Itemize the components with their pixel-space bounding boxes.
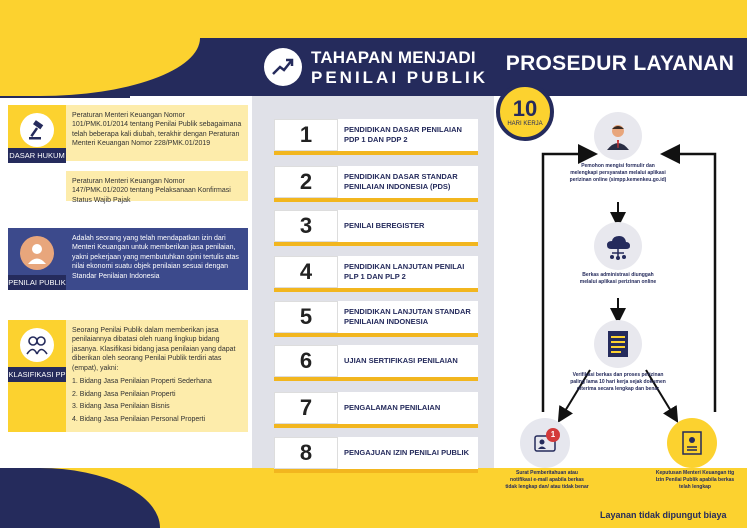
step-7: [274, 389, 478, 427]
procedure-step3-text: Verifikasi berkas dan proses perizinan paling lama 10 hari kerja sejak dokumen diterima secara lengkap dan benar: [570, 372, 666, 392]
step-1: [274, 116, 478, 154]
step-underline: [274, 242, 478, 246]
klasifikasi-label: KLASIFIKASI PP: [8, 367, 66, 382]
dasar-hukum-icon-box: [8, 105, 66, 163]
penilai-publik-label: PENILAI PUBLIK: [8, 275, 66, 290]
step-number: 3: [274, 210, 338, 242]
step-underline: [274, 333, 478, 337]
header-curve: [0, 38, 130, 98]
klasifikasi-icon-box: [8, 320, 66, 432]
klasifikasi-text-box: [66, 320, 248, 432]
step-label: PENDIDIKAN DASAR STANDAR PENILAIAN INDONESIA (PDS): [338, 166, 478, 198]
gavel-icon: [20, 113, 54, 147]
notification-user-icon: [520, 418, 570, 468]
step-underline: [274, 377, 478, 381]
checklist-icon: [594, 320, 642, 368]
dasar-hukum-text2: Peraturan Menteri Keuangan Nomor 147/PMK.01/2020 tentang Pelaksanaan Konfirmasi Status Wajib Pajak: [66, 171, 248, 201]
step-label: PENGAJUAN IZIN PENILAI PUBLIK: [338, 437, 478, 469]
step-number: 5: [274, 301, 338, 333]
step-label: PENDIDIKAN DASAR PENILAIAN PDP 1 DAN PDP 2: [338, 119, 478, 151]
dasar-hukum-section: [8, 105, 248, 204]
klasifikasi-section: [8, 320, 248, 432]
procedure-step2-text: Berkas administrasi diunggah melalui aplikasi perizinan online: [579, 272, 657, 285]
certificate-icon: [667, 418, 717, 468]
notification-badge: 1: [546, 428, 560, 442]
penilai-publik-section: [8, 228, 248, 290]
step-number: 6: [274, 345, 338, 377]
page-title: [311, 49, 488, 86]
top-band: [0, 0, 747, 38]
procedure-title: PROSEDUR LAYANAN: [505, 52, 735, 75]
penilai-publik-text: Adalah seorang yang telah mendapatkan izin dari Menteri Keuangan untuk memberikan jasa penilaian, yakni pekerjaan yang membutuhkan opini tertulis atas nilai ekonomi suatu objek penilaian sesuai dengan Standar Penilaian Indonesia: [66, 228, 248, 290]
step-8: [274, 434, 478, 472]
step-4: [274, 253, 478, 291]
step-underline: [274, 198, 478, 202]
step-label: PENDIDIKAN LANJUTAN STANDAR PENILAIAN INDONESIA: [338, 301, 478, 333]
step-number: 7: [274, 392, 338, 424]
list-item: 2. Bidang Jasa Penilaian Properti: [72, 390, 176, 398]
badge-unit: HARI KERJA: [507, 120, 543, 127]
applicant-icon: [594, 112, 642, 160]
procedure-step1-text: Pemohon mengisi formulir dan melengkapi persyaratan melalui aplikasi perizinan online (simpp.kemenkeu.go.id): [569, 163, 667, 183]
step-number: 8: [274, 437, 338, 469]
step-3: [274, 207, 478, 245]
klasifikasi-text: Seorang Penilai Publik dalam memberikan jasa penilaiannya dibatasi oleh ruang lingkup bidang jasanya. Klasifikasi bidang jasa penilaian yang dapat diberikan oleh seorang Penilai Publik terdiri atas (empat), yakni:: [72, 327, 236, 372]
step-5: [274, 298, 478, 336]
step-label: PENGALAMAN PENILAIAN: [338, 392, 478, 424]
step-label: PENDIDIKAN LANJUTAN PENILAI PLP 1 DAN PLP 2: [338, 256, 478, 288]
step-underline: [274, 469, 478, 473]
list-item: 4. Bidang Jasa Penilaian Personal Properti: [72, 415, 206, 423]
step-underline: [274, 151, 478, 155]
list-item: 1. Bidang Jasa Penilaian Properti Sederhana: [72, 378, 212, 386]
left-result-text: Surat Pemberitahuan atau notifikasi e-mail apabila berkas tidak lengkap dan/ atau tidak benar: [505, 470, 589, 490]
list-item: 3. Bidang Jasa Penilaian Bisnis: [72, 403, 170, 411]
footer-note: Layanan tidak dipungut biaya: [600, 510, 727, 520]
chart-growth-icon: [264, 48, 302, 86]
step-underline: [274, 288, 478, 292]
dasar-hukum-text1: Peraturan Menteri Keuangan Nomor 101/PMK.01/2014 tentang Penilai Publik sebagaimana telah beberapa kali diubah, terakhir dengan Peraturan Menteri Keuangan Nomor 228/PMK.01/2019: [66, 105, 248, 161]
penilai-publik-icon-box: [8, 228, 66, 290]
klasifikasi-list: [72, 377, 242, 424]
step-number: 4: [274, 256, 338, 288]
step-label: PENILAI BEREGISTER: [338, 210, 478, 242]
badge-number: 10: [512, 95, 538, 121]
center-header: [252, 38, 494, 96]
step-underline: [274, 424, 478, 428]
right-result-text: Keputusan Menteri Keuangan ttg Izin Penilai Publik apabila berkas telah lengkap: [655, 470, 735, 490]
step-label: UJIAN SERTIFIKASI PENILAIAN: [338, 345, 478, 377]
step-number: 2: [274, 166, 338, 198]
person-icon: [20, 236, 54, 270]
step-6: [274, 342, 478, 380]
group-icon: [20, 328, 54, 362]
step-2: [274, 163, 478, 201]
title-line2: PENILAI PUBLIK: [311, 67, 489, 87]
step-number: 1: [274, 119, 338, 151]
dasar-hukum-label: DASAR HUKUM: [8, 148, 66, 163]
title-line1: TAHAPAN MENJADI: [311, 47, 476, 67]
cloud-upload-icon: [594, 222, 642, 270]
